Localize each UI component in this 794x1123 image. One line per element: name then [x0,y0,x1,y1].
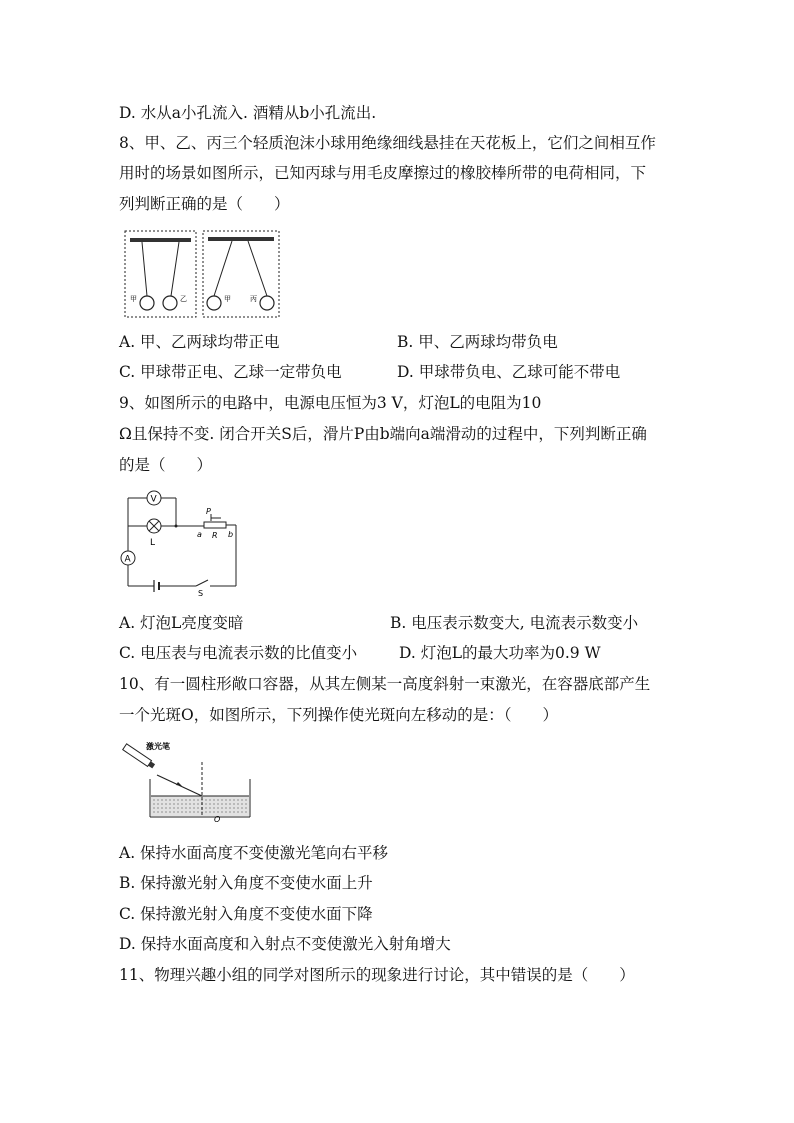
q10-laser-figure [120,738,260,822]
q9-option-b: B. 电压表示数变大, 电流表示数变小 [390,614,639,632]
slider-label: P [206,507,211,516]
q10-option-c: C. 保持激光射入角度不变使水面下降 [119,905,373,923]
laser-pen-label: 激光笔 [146,742,170,751]
voltmeter-symbol: V [150,494,157,505]
switch-label: S [198,589,204,596]
q9-option-a: A. 灯泡L亮度变暗 [119,614,244,632]
q11-stem-line-1: 11、物理兴趣小组的同学对图所示的现象进行讨论，其中错误的是（ ） [119,966,635,984]
q9-option-c: C. 电压表与电流表示数的比值变小 [119,644,358,662]
q8-figure [122,228,282,320]
q10-stem-line-1: 10、有一圆柱形敞口容器，从其左侧某一高度斜射一束激光，在容器底部产生 [119,675,651,693]
q10-stem-line-2: 一个光斑O，如图所示，下列操作使光斑向左移动的是：（ ） [119,706,558,724]
end-a-label: a [197,530,202,539]
q8-stem-line-3: 列判断正确的是（ ） [119,195,290,213]
q8-option-b: B. 甲、乙两球均带负电 [397,333,558,351]
q9-stem-line-2: Ω且保持不变. 闭合开关S后，滑片P由b端向a端滑动的过程中，下列判断正确 [119,425,647,443]
q8-label-yi: 乙 [180,295,187,303]
q8-stem-line-2: 用时的场景如图所示，已知丙球与用毛皮摩擦过的橡胶棒所带的电荷相同，下 [119,164,647,182]
q8-label-bing: 丙 [250,295,257,303]
q8-label-jia-right: 甲 [224,295,231,303]
q7-option-d: D. 水从a小孔流入. 酒精从b小孔流出. [119,104,377,122]
q10-option-a: A. 保持水面高度不变使激光笔向右平移 [119,844,389,862]
q8-option-d: D. 甲球带负电、乙球可能不带电 [397,363,621,381]
q9-stem-line-3: 的是（ ） [119,456,213,474]
spot-label: O [214,815,221,822]
q10-option-d: D. 保持水面高度和入射点不变使激光入射角增大 [119,935,451,953]
q9-option-d: D. 灯泡L的最大功率为0.9 W [399,644,601,662]
end-b-label: b [228,530,234,539]
q8-stem-line-1: 8、甲、乙、丙三个轻质泡沫小球用绝缘细线悬挂在天花板上，它们之间相互作 [119,134,656,152]
q10-option-b: B. 保持激光射入角度不变使水面上升 [119,874,373,892]
rheostat-label: R [212,531,218,540]
q9-circuit-figure [118,488,243,596]
q8-label-jia-left: 甲 [130,295,137,303]
q8-option-c: C. 甲球带正电、乙球一定带负电 [119,363,342,381]
lamp-label: L [150,538,156,548]
ammeter-symbol: A [124,554,131,565]
q9-stem-line-1: 9、如图所示的电路中，电源电压恒为3 V，灯泡L的电阻为10 [119,394,542,412]
q8-option-a: A. 甲、乙两球均带正电 [119,333,280,351]
